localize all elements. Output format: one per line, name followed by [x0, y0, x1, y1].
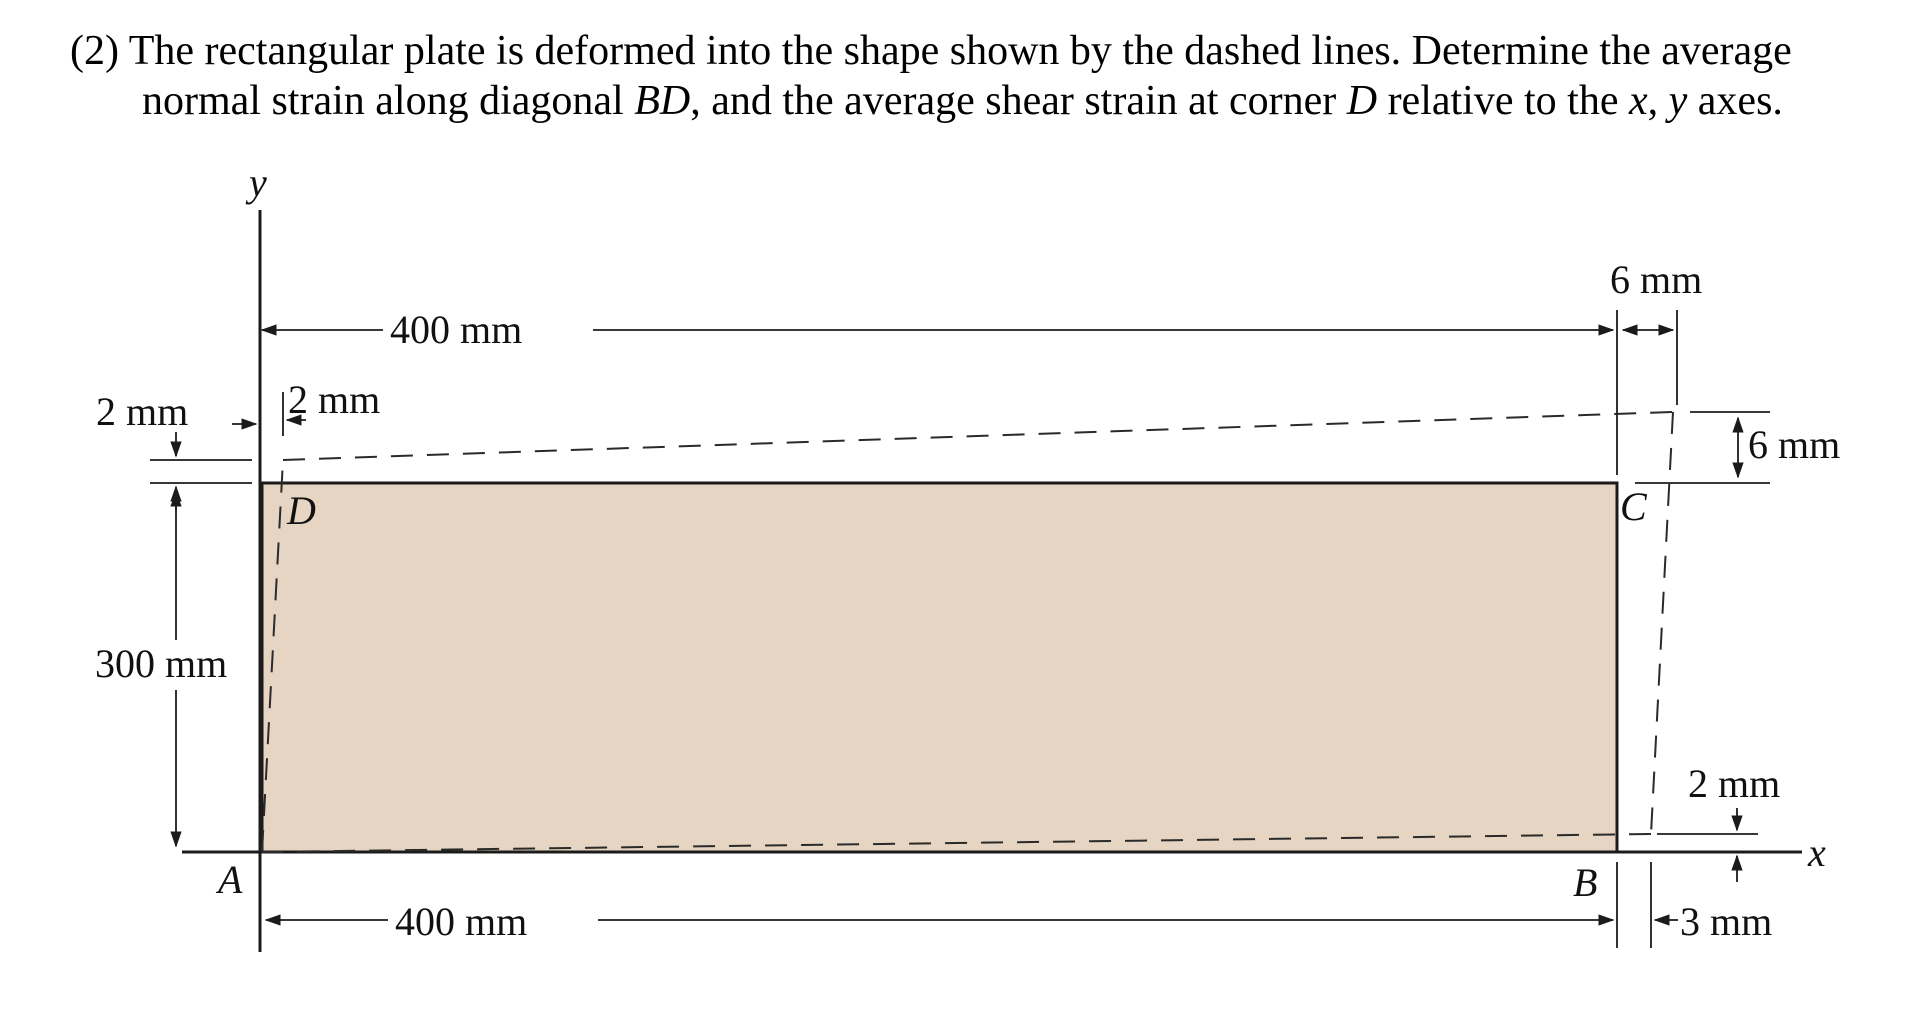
point-a-label: A: [218, 857, 243, 902]
c-horizontal-shift-label: 6 mm: [1610, 257, 1703, 302]
problem-number: (2): [70, 28, 119, 74]
problem-text-2end: axes.: [1687, 78, 1783, 124]
b-vertical-shift-label: 2 mm: [1688, 761, 1781, 806]
plate: [262, 483, 1617, 852]
diagonal-label: BD: [634, 78, 691, 124]
x-var: x: [1628, 78, 1648, 124]
problem-text-2a: normal strain along diagonal: [142, 78, 635, 124]
bottom-width-label: 400 mm: [395, 899, 528, 944]
top-width-label: 400 mm: [390, 307, 523, 352]
point-b-label: B: [1573, 860, 1598, 905]
b-horizontal-shift-label: 3 mm: [1680, 899, 1773, 944]
deformed-edge-dc: [283, 412, 1673, 460]
c-vertical-shift-label: 6 mm: [1748, 422, 1841, 467]
d-horizontal-shift-label: 2 mm: [288, 377, 381, 422]
point-d-label: D: [287, 488, 316, 533]
problem-text-2c: relative to the: [1377, 78, 1629, 124]
point-c-label: C: [1620, 484, 1647, 529]
deformed-edge-cb: [1651, 412, 1673, 834]
d-vertical-shift-label: 2 mm: [96, 389, 189, 434]
problem-text-1: The rectangular plate is deformed into the shape shown by the dashed lines. Determine the average: [128, 28, 1792, 74]
y-var: y: [1668, 78, 1688, 124]
x-axis-label: x: [1808, 830, 1826, 875]
corner-label: D: [1346, 78, 1378, 124]
y-axis-label: y: [249, 160, 267, 205]
height-label: 300 mm: [95, 641, 228, 686]
comma: ,: [1647, 78, 1669, 124]
problem-text-2b: , and the average shear strain at corner: [690, 78, 1347, 124]
